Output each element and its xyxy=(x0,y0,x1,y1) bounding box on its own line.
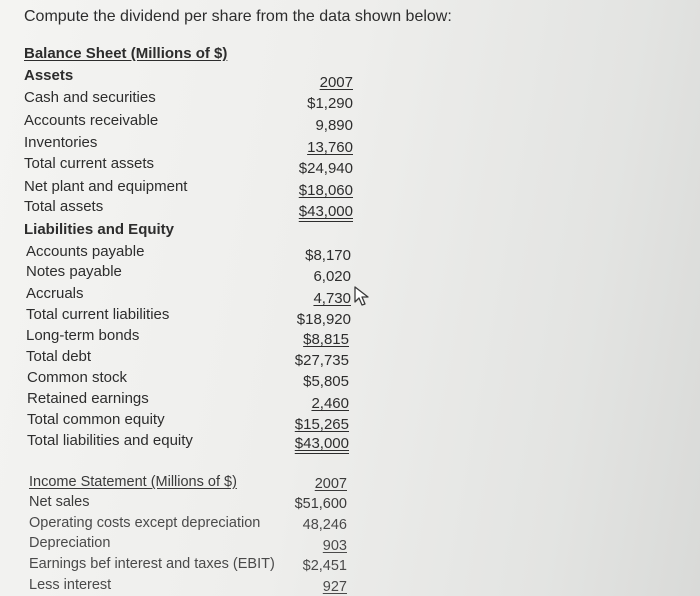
liability-label: Common stock xyxy=(27,369,128,386)
income-label: Net sales xyxy=(29,494,90,510)
liability-value: 2,460 xyxy=(311,395,349,412)
liability-value: $43,000 xyxy=(294,435,349,452)
income-statement-title: Income Statement (Millions of $) xyxy=(29,474,237,490)
income-value: 927 xyxy=(322,579,347,595)
liability-label: Notes payable xyxy=(26,263,122,280)
liability-label: Accounts payable xyxy=(26,243,145,260)
asset-label: Net plant and equipment xyxy=(24,178,188,195)
asset-value: 9,890 xyxy=(315,117,353,134)
liability-label: Total common equity xyxy=(27,411,165,428)
asset-label: Cash and securities xyxy=(24,89,156,106)
asset-value: $43,000 xyxy=(298,203,353,220)
liability-value: $8,815 xyxy=(303,331,349,348)
asset-value: $1,290 xyxy=(307,95,353,112)
liability-label: Accruals xyxy=(26,285,84,302)
asset-label: Accounts receivable xyxy=(24,112,159,129)
asset-label: Inventories xyxy=(24,134,98,151)
instruction-text: Compute the dividend per share from the data shown below: xyxy=(24,8,452,25)
liability-label: Retained earnings xyxy=(27,390,149,407)
income-year-header: 2007 xyxy=(314,476,347,492)
income-value: 903 xyxy=(322,538,347,554)
income-value: $51,600 xyxy=(294,496,347,512)
income-label: Earnings bef interest and taxes (EBIT) xyxy=(29,556,275,572)
liability-value: $15,265 xyxy=(294,416,349,433)
liability-label: Total liabilities and equity xyxy=(27,432,193,449)
liability-label: Total current liabilities xyxy=(26,306,170,323)
balance-year-header: 2007 xyxy=(319,74,353,91)
income-label: Less interest xyxy=(29,577,112,593)
liability-value: 6,020 xyxy=(313,268,351,285)
asset-value: $24,940 xyxy=(298,160,353,177)
assets-heading: Assets xyxy=(24,67,74,84)
asset-value: $18,060 xyxy=(298,182,353,199)
asset-label: Total current assets xyxy=(24,155,155,172)
liability-label: Total debt xyxy=(26,348,92,365)
liability-label: Long-term bonds xyxy=(26,327,140,344)
liability-value: $27,735 xyxy=(294,352,349,369)
income-label: Operating costs except depreciation xyxy=(29,515,261,531)
asset-value: 13,760 xyxy=(307,139,353,156)
income-label: Depreciation xyxy=(29,535,111,551)
asset-label: Total assets xyxy=(24,198,104,215)
mouse-pointer-icon xyxy=(353,285,371,307)
income-value: $2,451 xyxy=(302,558,347,574)
liability-value: $8,170 xyxy=(305,247,351,264)
liabilities-heading: Liabilities and Equity xyxy=(24,221,175,238)
income-value: 48,246 xyxy=(302,517,347,533)
liability-value: 4,730 xyxy=(313,290,351,307)
balance-sheet-title: Balance Sheet (Millions of $) xyxy=(24,45,228,62)
liability-value: $5,805 xyxy=(303,373,349,390)
liability-value: $18,920 xyxy=(296,311,351,328)
